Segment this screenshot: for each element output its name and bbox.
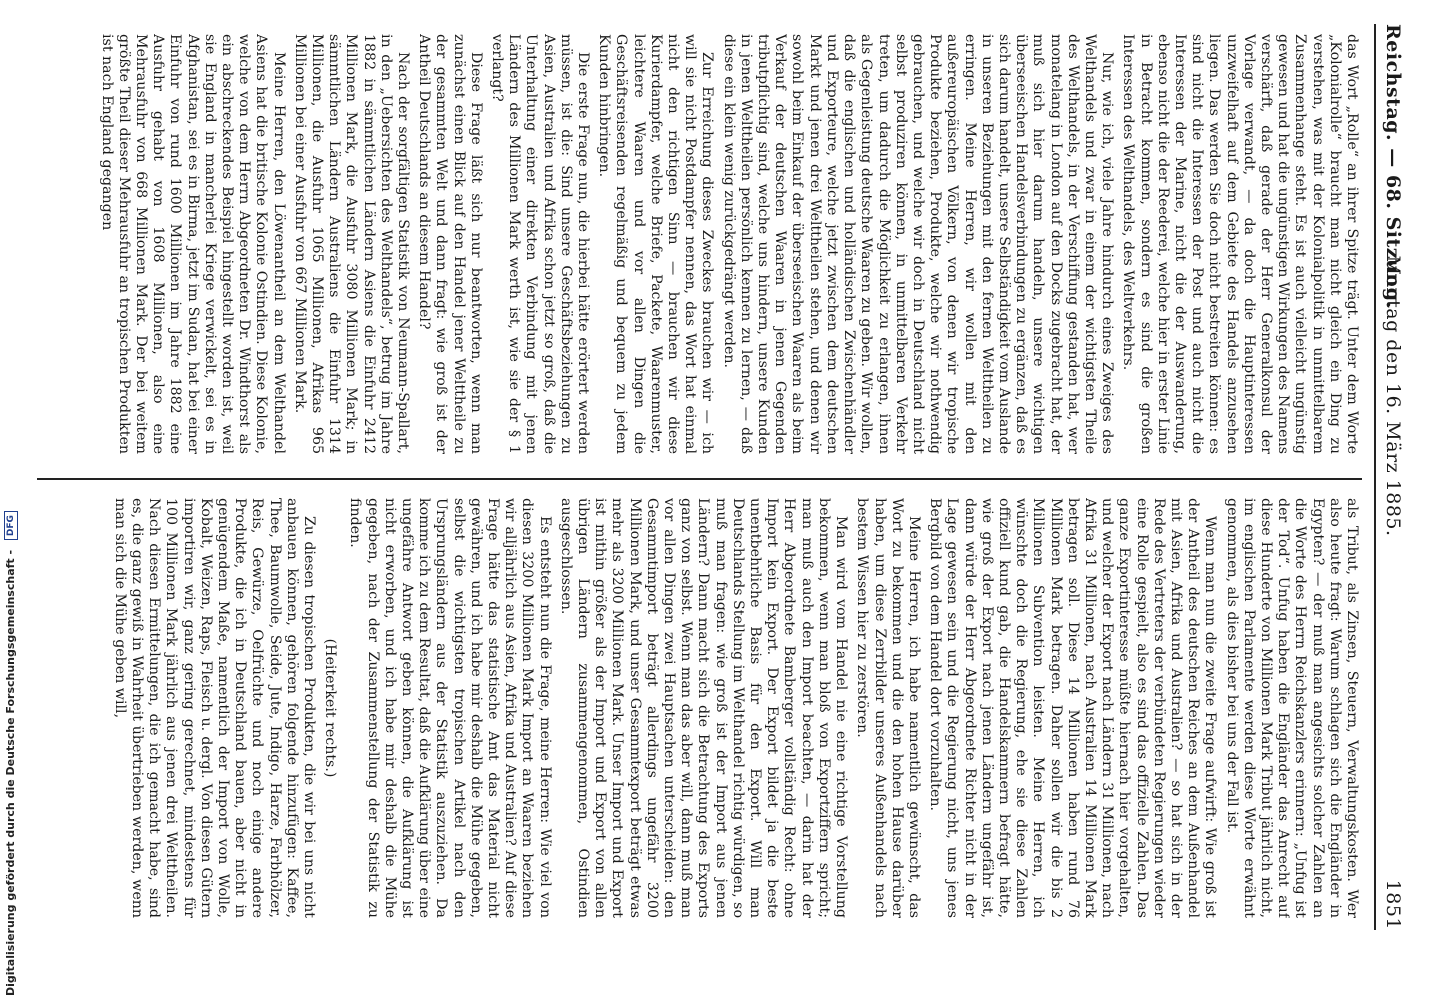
header-date [1382,256,1404,931]
paragraph: als Tribut, als Zinsen, Steuern, Verwaltungskosten. Wer also heute fragt: Warum schlagen sich die Engländer in Egypten? — der muß man angesichts solcher Zahlen an die Worte des Herrn Reichskanzlers erinnern: „Unfug ist der Tod“. Unfug haben die Engländer das Anrecht auf diese Hunderte von Millionen Mark Tribut jährlich nicht, im englischen Parlamente werden diese Worte erwähnt genommen, als dies bisher bei uns der Fall ist. [1223,498,1360,918]
header-section-title: Reichstag. — 68. Sitzung. [1382,24,1404,309]
paragraph: Zu diesen tropischen Produkten, die wir bei uns nicht anbauen können, gehören folgende hinzufügen: Kaffee, Thee, Baumwolle, Seide, Jute, Indigo, Harze, Farbhölzer, Reis, Gewürze, Oelfrüchte und noch einige andere Produkte, die ich in Deutschland bauen, aber nicht in genügendem Maße, namentlich der Import von Wolle, Kobalt, Weizen, Raps, Fleisch u. dergl. Von diesen Gütern importiren wir, ganz gering gerechnet, mindestens für 100 Millionen Mark jährlich aus jenen drei Welttheilen. Nach diesen Ermittelungen, die ich gemacht habe, sind es, die ganz gewiß in Wahrheit übertrieben werden, wenn man sich die Mühe geben will, [111,498,318,918]
paragraph: Diese Frage läßt sich nur beantworten, wenn man zunächst einen Blick auf den Handel jener Welttheile zu der gesammten Welt und dann fragt: wie groß ist der Antheil Deutschlands an diesem Handel? [416,34,484,454]
text-column-left [40,34,1360,454]
paragraph: das Wort „Rolle“ an ihrer Spitze trägt. Unter dem Worte „Kolonialrolle“ braucht man nicht gleich ein Ding zu verstehen, was mit der Kolonialpolitik in unmittelbarem Zusammenhange steht. Es ist auch vielleicht ungünstig gewesen und hat die ungünstigen Wirkungen des Namens verschärft, daß gerade der Herr Generalkonsul der Vorlage verwandt, — da doch die Hauptinteressen unzweifelhaft auf dem Gebiete des Handels anzusehen liegen. Das werden Sie doch nicht bestreiten können: es sind nicht die Interessen der Post und auch nicht die Interessen der Marine, nicht die der Auswanderung, ebenso nicht die der Reederei, welche hier in erster Linie in Betracht kommen, sondern es sind die großen Interessen des Welthandels, des Weltverkehrs. [1120,34,1360,454]
page-header [1374,24,1410,930]
newspaper-page [18,0,1418,960]
paragraph: Die erste Frage nun, die hierbei hätte erörtert werden müssen, ist die: Sind unsere Geschäftsbeziehungen zu Asien, Australien und Afrika schon jetzt so groß, daß die Unterhaltung einer direkten Verbindung mit jenen Ländern des Millionen Mark werth ist, wie sie der § 1 verlangt? [489,34,592,454]
page-number: 1851 [1382,879,1404,930]
dfg-logo: DFG [4,511,18,540]
paragraph: Nur, wie ich, viele Jahre hindurch eines Zweiges des Welthandels und zwar in einem der wichtigsten Theile des Welthandels, in der Verschiffung gestanden hat, wer monatelang in London auf den Docks zugebracht hat, der muß sich hier darum handeln, unsere wichtigen überseeischen Handelsverbindungen zu ergänzen, daß es sich darum handelt, unsere Selbständigkeit vom Auslande in unseren Beziehungen mit den fernen Welttheilen zu erringen. Meine Herren, wir wollen mit den außereuropäischen Völkern, von denen wir tropische Produkte beziehen, Produkte, welche wir nothwendig gebrauchen, und welche wir doch in Deutschland nicht selbst produziren können, in unmittelbaren Verkehr treten, um dadurch die Möglichkeit zu erlangen, ihnen als Gegenleistung deutsche Waaren zu geben. Wir wollen, daß die englischen und holländischen Zwischenhändler und Exporteure, welche jetzt zwischen dem deutschen Markt und jenen drei Welttheilen stehen, und denen wir sowohl beim Einkauf der überseeischen Waaren als beim Verkauf der deutschen Waaren in jenen Gegenden tributpflichtig sind, welche uns hindern, unsere Kunden in jenen Welttheilen persönlich kennen zu lernen, — daß diese ein klein wenig zurückgedrängt werden. [720,34,1116,454]
paragraph: Man wird vom Handel nie eine richtige Vorstellung bekommen, wenn man bloß von Exportziffern spricht; man muß auch den Import beachten, — darin hat der Herr Abgeordnete Bamberger vollständig Recht: ohne Import kein Export. Der Export bildet ja die beste unentbehrliche Basis für den Export. Will man Deutschlands Stellung im Welthandel richtig würdigen, so muß man fragen: wie groß ist der Import aus jenen Ländern? Dann macht sich die Betrachtung des Exports ganz von selbst. Wenn man das aber will, dann muß man vor allen Dingen zwei Hauptsachen unterscheiden: den Gesammtimport beträgt allerdings ungefähr 3200 Millionen Mark, und unser Gesammtexport beträgt etwas mehr als 3200 Millionen Mark. Unser Import und Export ist mithin größer als der Import und Export von allen übrigen Ländern zusammengenommen, Ostindien ausgeschlossen. [557,498,850,918]
paragraph: Zur Erreichung dieses Zweckes brauchen wir — ich will sie nicht Postdampfer nennen, das Wort hat einmal nicht den richtigen Sinn — brauchen wir diese Kurierdampfer, welche Briefe, Packete, Waarenmuster, leichtere Waaren und vor allen Dingen die Geschäftsreisenden regelmäßig und bequem zu jedem Kunden hinbringen. [596,34,716,454]
interjection: (Heiterkeit rechts.) [322,638,339,778]
digitization-credit-text: Digitalisierung gefördert durch die Deutsche Forschungsgemeinschaft - [4,549,17,996]
header-date-text: Montag den 16. März 1885. [1382,255,1404,537]
paragraph: Wenn man nun die zweite Frage aufwirft: Wie groß ist der Antheil des deutschen Reiches an dem Außenhandel mit Asien, Afrika und Australien? — so hat sich in der Rede des Vertreters der verbündeten Regierungen wieder eine Rolle gespielt, also es sind das offizielle Zahlen. Das ganze Exportinteresse müßte hiernach hier vorgehalten, und welcher der Export nach Ländern 31 Millionen, nach Afrika 31 Millionen, nach Australien 14 Millionen Mark betragen soll. Diese 14 Millionen haben rund 76 Millionen Mark betragen. Daher sollen wir die bis 2 Millionen Subvention leisten. Meine Herren, ich wünschte doch die Regierung, ehe sie diese Zahlen offiziell kund gab, die Handelskammern befragt hätte, wie groß der Export nach jenen Ländern ungefähr ist, dann würde der Herr Abgeordnete Richter nicht in der Lage gewesen sein und die Regierung nicht, uns jenes Bergbild von dem Handel dort vorzuhalten. [927,498,1219,918]
paragraph: Meine Herren, den Löwenantheil an dem Welthandel Asiens hat die britische Kolonie Ostindien. Diese Kolonie, welche von dem Herrn Abgeordneten Dr. Windthorst als ein abschreckendes Beispiel hingestellt worden ist, weil sie England in mancherlei Kriege verwickelt, sei es in Afghanistan, sei es in Birma, jetzt im Sudan, hat bei einer Einfuhr von rund 1600 Millionen im Jahre 1882 eine Ausfuhr gehabt von 1608 Millionen, also eine Mehrausfuhr von 668 Millionen Mark. Der bei weitem größte Theil dieser Mehrausfuhr an tropischen Produkten ist nach England gegangen [98,34,287,454]
column-divider [37,478,1362,480]
paragraph: Meine Herren, ich habe namentlich gewünscht, das Wort zu bekommen und die den hohen Hause darüber haben, um diese Zerrbilder unseres Außenhandels nach bestem Wissen hier zu zerstören. [854,498,922,918]
text-column-right [40,498,1360,918]
paragraph: Es entsteht nun die Frage, meine Herren: Wie viel von diesen 3200 Millionen Mark Import an Waaren beziehen wir alljährlich aus Asien, Afrika und Australien? Auf diese Frage hätte das statistische Amt das Material nicht gewähren, und ich habe mir deshalb die Mühe gegeben, selbst die wichtigsten tropischen Artikel nach den Ursprungsländern aus der Statistik auszuziehen. Da komme ich zu dem Resultat, daß die Aufklärung über eine ungefähre Antwort geben können, die Aufklärung ist nicht erworben, und ich habe mir deshalb die Mühe gegeben, nach der Zusammenstellung der Statistik zu finden. [347,498,553,918]
paragraph: Nach der sorgfältigen Statistik von Neumann-Spallart, in den „Uebersichten des Welthandels“, betrug im Jahre 1882 in sämmtlichen Ländern Asiens die Einfuhr 2412 Millionen Mark, die Ausfuhr 3080 Millionen Mark; in sämmtlichen Ländern Australiens die Einfuhr 1314 Millionen, die Ausfuhr 1065 Millionen, Afrikas 965 Millionen bei einer Ausfuhr von 667 Millionen Mark. [291,34,412,454]
digitization-credit [4,511,18,996]
